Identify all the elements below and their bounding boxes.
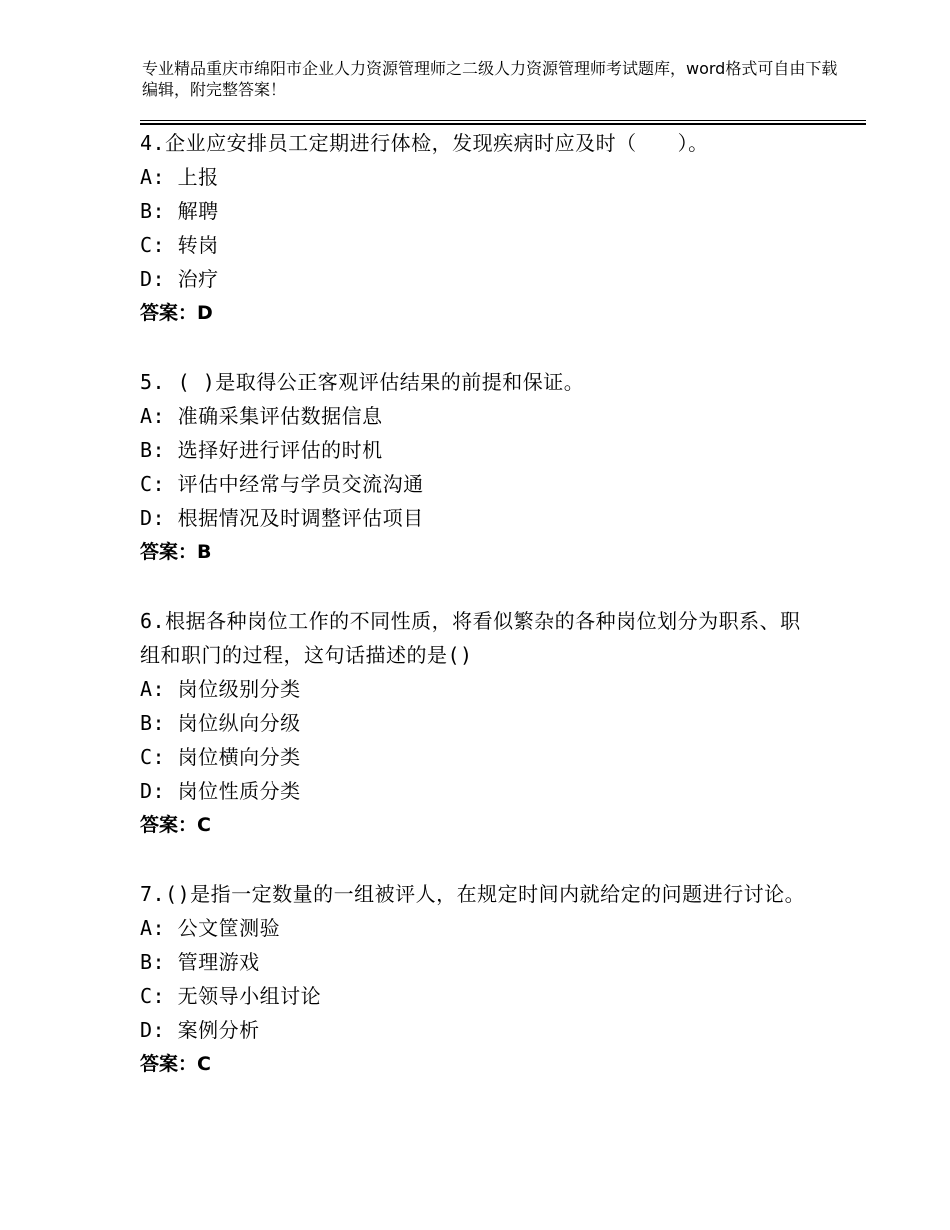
answer-label: 答案：D [140, 302, 213, 324]
option-c: C: 评估中经常与学员交流沟通 [140, 472, 424, 496]
option-a: A: 准确采集评估数据信息 [140, 404, 383, 428]
option-d: D: 案例分析 [140, 1018, 260, 1042]
question-stem: 7.()是指一定数量的一组被评人，在规定时间内就给定的问题进行讨论。 [140, 882, 806, 906]
question-stem: 6.根据各种岗位工作的不同性质，将看似繁杂的各种岗位划分为职系、职组和职门的过程，这句话描述的是() [140, 609, 801, 667]
answer-label: 答案：C [140, 814, 211, 836]
option-a: A: 上报 [140, 165, 219, 189]
answer-label: 答案：C [140, 1053, 211, 1075]
header-divider [140, 120, 866, 121]
question-block [140, 604, 820, 842]
question-stem: 4.企业应安排员工定期进行体检，发现疾病时应及时（ ）。 [140, 131, 709, 155]
option-b: B: 选择好进行评估的时机 [140, 438, 383, 462]
option-c: C: 无领导小组讨论 [140, 984, 322, 1008]
option-d: D: 岗位性质分类 [140, 779, 301, 803]
header-divider-double [140, 123, 866, 125]
question-stem: 5. ( )是取得公正客观评估结果的前提和保证。 [140, 370, 585, 394]
question-block [140, 365, 820, 569]
option-a: A: 公文筐测验 [140, 916, 281, 940]
question-block [140, 877, 820, 1081]
option-c: C: 转岗 [140, 233, 219, 257]
answer-label: 答案：B [140, 541, 212, 563]
question-block [140, 126, 820, 330]
option-d: D: 治疗 [140, 267, 219, 291]
option-b: B: 解聘 [140, 199, 219, 223]
option-b: B: 岗位纵向分级 [140, 711, 301, 735]
option-d: D: 根据情况及时调整评估项目 [140, 506, 424, 530]
document-header: 专业精品重庆市绵阳市企业人力资源管理师之二级人力资源管理师考试题库，word格式可自由下载编辑，附完整答案！ [142, 59, 838, 99]
option-a: A: 岗位级别分类 [140, 677, 301, 701]
option-c: C: 岗位横向分类 [140, 745, 301, 769]
option-b: B: 管理游戏 [140, 950, 260, 974]
